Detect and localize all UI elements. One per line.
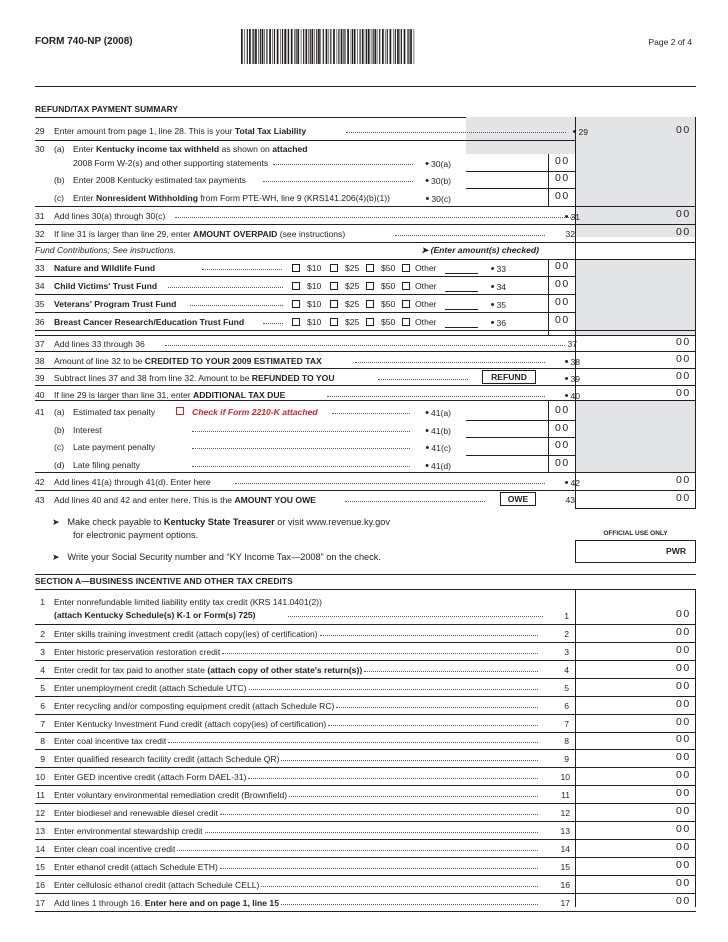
line-29-cents[interactable]: 00 [676,124,691,136]
section-a-cents[interactable]: 00 [676,662,691,674]
section-a-cents[interactable]: 00 [676,733,691,745]
section-a-line-15: 15 Enter ethanol credit (attach Schedule ETH) 15 00 [35,859,691,872]
line-30a-cents[interactable]: 00 [555,155,570,167]
fund-line-33: 33 Nature and Wildlife Fund $10 $25 $50 Other • 33 00 [35,260,696,277]
fund-line-36: 36 Breast Cancer Research/Education Trust Fund $10 $25 $50 Other • 36 00 [35,314,696,331]
section-a-line-10: 10 Enter GED incentive credit (attach Form DAEL-31) 10 00 [35,769,691,782]
section-a-cents[interactable]: 00 [676,644,691,656]
section-a-line-4: 4 Enter credit for tax paid to another state (attach copy of other state's return(s)) 4 00 [40,662,691,675]
fund-10-checkbox[interactable] [292,318,300,326]
line-31-cents[interactable]: 00 [676,208,691,220]
line-40-cents[interactable]: 00 [676,387,691,399]
line-41a: 41 (a) Estimated tax penalty Check if Form 2210-K attached • 41(a) 00 [35,404,696,421]
section-a-line-2: 2 Enter skills training investment credit (attach copy(ies) of certification) 2 00 [40,626,691,639]
line-41c-cents[interactable]: 00 [555,439,570,451]
section-a-cents[interactable]: 00 [676,787,691,799]
fund-other-checkbox[interactable] [402,264,410,272]
section-a-cents[interactable]: 00 [676,680,691,692]
payment-note: ➤ Make check payable to Kentucky State Treasurer or visit www.revenue.ky.gov [52,517,390,527]
section-a-cents[interactable]: 00 [676,751,691,763]
section-a-cents[interactable]: 00 [676,823,691,835]
section-a-cents[interactable]: 00 [676,877,691,889]
line-32: 32 If line 31 is larger than line 29, enter AMOUNT OVERPAID (see instructions) 32 00 [35,226,691,239]
fund-other-amount[interactable] [445,291,478,292]
fund-25-checkbox[interactable] [330,264,338,272]
fund-cents[interactable]: 00 [555,296,570,308]
fund-10-checkbox[interactable] [292,282,300,290]
line-37: 37 Add lines 33 through 36 37 00 [35,336,691,349]
fund-line-35: 35 Veterans' Program Trust Fund $10 $25 $50 Other • 35 00 [35,296,696,313]
section-a-cents[interactable]: 00 [676,769,691,781]
section-a-line-8: 8 Enter coal incentive tax credit 8 00 [40,733,691,746]
fund-cents[interactable]: 00 [555,278,570,290]
section-a-line-16: 16 Enter cellulosic ethanol credit (attach Schedule CELL) 16 00 [35,877,691,890]
pwr-label: PWR [666,546,687,556]
form-2210k-checkbox[interactable] [176,407,184,415]
fund-50-checkbox[interactable] [366,264,374,272]
line-41d-cents[interactable]: 00 [555,457,570,469]
fund-other-amount[interactable] [445,273,478,274]
fund-25-checkbox[interactable] [330,300,338,308]
fund-name: Child Victims' Trust Fund [54,281,158,291]
section-a-line-6: 6 Enter recycling and/or composting equipment credit (attach Schedule RC) 6 00 [40,698,691,711]
refund-section-title: REFUND/TAX PAYMENT SUMMARY [35,104,179,114]
line-43: 43 Add lines 40 and 42 and enter here. This is the AMOUNT YOU OWE OWE 43 00 [35,492,691,505]
fund-other-checkbox[interactable] [402,300,410,308]
section-a-cents[interactable]: 00 [676,805,691,817]
line-41b: (b) Interest • 41(b) 00 [35,422,696,439]
section-a-title: SECTION A—BUSINESS INCENTIVE AND OTHER TAX CREDITS [35,576,293,586]
form-2210k-check-label: Check if Form 2210-K attached [192,407,318,417]
line-38: 38 Amount of line 32 to be CREDITED TO YOUR 2009 ESTIMATED TAX • 38 00 [35,353,696,370]
form-title: FORM 740-NP (2008) [35,36,133,47]
section-a-line-3: 3 Enter historic preservation restoration credit 3 00 [40,644,691,657]
line-30c-cents[interactable]: 00 [555,190,570,202]
section-a-line-9: 9 Enter qualified research facility credit (attach Schedule QR) 9 00 [40,751,691,764]
line-41a-cents[interactable]: 00 [555,404,570,416]
fund-10-checkbox[interactable] [292,300,300,308]
line-30c: (c) Enter Nonresident Withholding from Form PTE-WH, line 9 (KRS141.206(4)(b)(1)) • 30(c) 00 [35,190,696,207]
line-29: 29 Enter amount from page 1, line 28. This is your Total Tax Liability • 29 00 [35,123,696,140]
line-29-bold: Total Tax Liability [234,126,307,136]
refund-tag: REFUND [482,370,536,384]
line-41c: (c) Late payment penalty • 41(c) 00 [35,439,696,456]
official-use-label: OFFICIAL USE ONLY [603,530,668,537]
section-a-line-1: 1 Enter nonrefundable limited liability entity tax credit (KRS 141.0401(2)) (attach Kentucky Schedule(s) K-1 or Form(s) 725) 1 00 [40,597,691,621]
line-31: 31 Add lines 30(a) through 30(c) • 31 00 [35,208,696,225]
fund-50-checkbox[interactable] [366,300,374,308]
section-a-cents[interactable]: 00 [676,895,691,907]
owe-tag: OWE [500,492,536,506]
line-32-cents[interactable]: 00 [676,226,691,238]
fund-50-checkbox[interactable] [366,318,374,326]
line-30b-cents[interactable]: 00 [555,172,570,184]
fund-other-checkbox[interactable] [402,282,410,290]
line-30a: 30 (a) Enter Kentucky income tax withheld as shown on attached 2008 Form W-2(s) and other supporting statements • 30(a) 00 [35,141,696,169]
section-a-line-7: 7 Enter Kentucky Investment Fund credit (attach copy(ies) of certification) 7 00 [40,716,691,729]
fund-contributions-header: Fund Contributions; See instructions. [35,245,176,255]
section-a-cents[interactable]: 00 [676,698,691,710]
fund-name: Nature and Wildlife Fund [54,263,156,273]
fund-name: Breast Cancer Research/Education Trust Fund [54,317,245,327]
fund-amount-note: ➤ (Enter amount(s) checked) [421,245,539,255]
section-a-line-17: 17 Add lines 1 through 16. Enter here and on page 1, line 15 17 00 [35,895,691,908]
section-a-line-1-cents[interactable]: 00 [676,608,691,620]
section-a-cents[interactable]: 00 [676,841,691,853]
line-39-cents[interactable]: 00 [676,370,691,382]
ssn-note: ➤ Write your Social Security number and “KY Income Tax—2008” on the check. [52,552,381,562]
section-a-line-13: 13 Enter environmental stewardship credit 13 00 [35,823,691,836]
line-29-text: Enter amount from page 1, line 28. This is your [54,126,235,136]
fund-other-checkbox[interactable] [402,318,410,326]
payment-note-2: for electronic payment options. [73,530,199,540]
fund-cents[interactable]: 00 [555,260,570,272]
line-37-cents[interactable]: 00 [676,336,691,348]
fund-25-checkbox[interactable] [330,318,338,326]
fund-cents[interactable]: 00 [555,314,570,326]
line-38-cents[interactable]: 00 [676,353,691,365]
line-41b-cents[interactable]: 00 [555,422,570,434]
line-39: 39 Subtract lines 37 and 38 from line 32. Amount to be REFUNDED TO YOU REFUND • 39 00 [35,370,696,387]
fund-25-checkbox[interactable] [330,282,338,290]
section-a-line-5: 5 Enter unemployment credit (attach Schedule UTC) 5 00 [40,680,691,693]
barcode-image [241,29,415,64]
page-number: Page 2 of 4 [648,37,692,47]
fund-other-amount[interactable] [445,327,478,328]
fund-50-checkbox[interactable] [366,282,374,290]
section-a-line-14: 14 Enter clean coal incentive credit 14 00 [35,841,691,854]
section-a-cents[interactable]: 00 [676,716,691,728]
section-a-cents[interactable]: 00 [676,859,691,871]
line-30b: (b) Enter 2008 Kentucky estimated tax payments • 30(b) 00 [35,172,696,189]
line-41d: (d) Late filing penalty • 41(d) 00 [35,457,696,474]
fund-name: Veterans' Program Trust Fund [54,299,177,309]
line-40: 40 If line 29 is larger than line 31, enter ADDITIONAL TAX DUE • 40 00 [35,387,696,404]
fund-line-34: 34 Child Victims' Trust Fund $10 $25 $50 Other • 34 00 [35,278,696,295]
line-42-cents[interactable]: 00 [676,474,691,486]
fund-other-amount[interactable] [445,309,478,310]
fund-10-checkbox[interactable] [292,264,300,272]
section-a-line-11: 11 Enter voluntary environmental remediation credit (Brownfield) 11 00 [36,787,691,800]
section-a-cents[interactable]: 00 [676,626,691,638]
section-a-line-12: 12 Enter biodiesel and renewable diesel credit 12 00 [35,805,691,818]
line-43-cents[interactable]: 00 [676,492,691,504]
line-42: 42 Add lines 41(a) through 41(d). Enter here • 42 00 [35,474,696,491]
